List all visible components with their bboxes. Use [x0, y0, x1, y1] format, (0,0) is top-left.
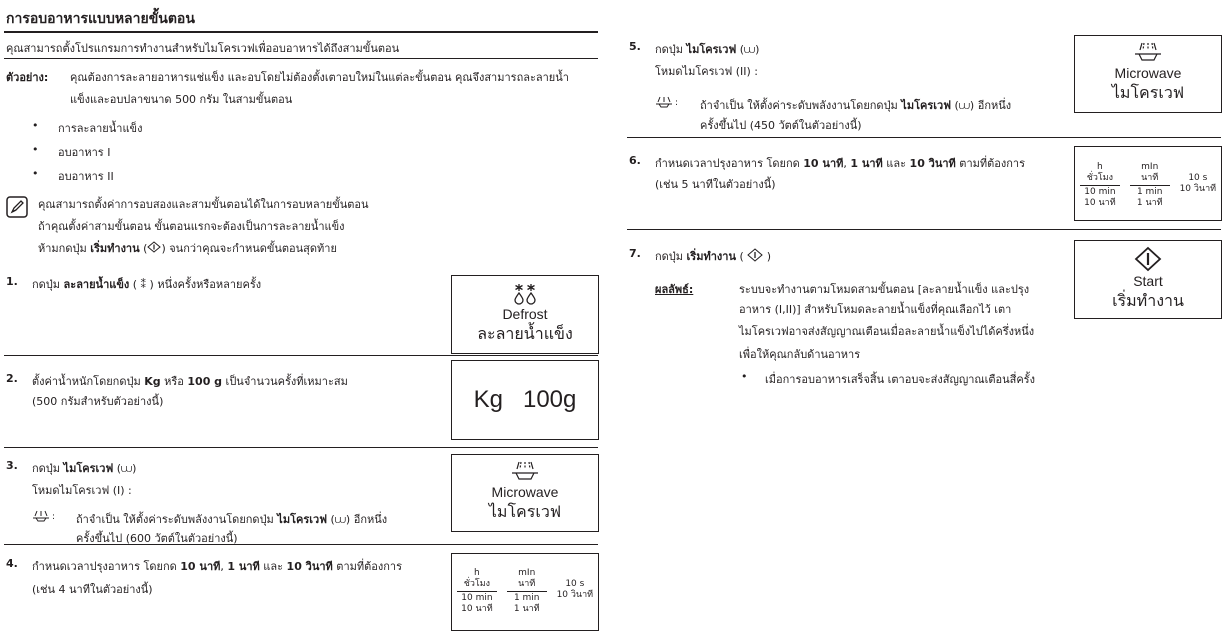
divider: [627, 229, 1221, 230]
timer-col-min: [507, 568, 547, 615]
ten-min-th-label: 10 นาที: [1084, 198, 1116, 208]
page-title: การอบอาหารแบบหลายขั้นตอน: [6, 11, 195, 27]
divider: [457, 591, 497, 592]
start-label-en: Start: [1133, 272, 1163, 289]
bullet-dot: •: [32, 143, 39, 156]
note-line-1: คุณสามารถตั้งค่าการอบสองและสามขั้นตอนได้ในการอบหลายขั้นตอน: [38, 198, 369, 211]
step-1-text: กดปุ่ม ละลายน้ำแข็ง ( ⁑ ) หนึ่งครั้งหรือหลายครั้ง: [32, 278, 262, 291]
result-label: ผลลัพธ์:: [655, 283, 694, 296]
microwave-label-th: ไมโครเวฟ: [1111, 85, 1185, 102]
start-small-icon: [747, 250, 763, 263]
divider: [4, 544, 598, 545]
microwave-icon: [510, 461, 540, 483]
one-min-th-label: 1 นาที: [513, 604, 540, 614]
result-line-4: เพื่อให้คุณกลับด้านอาหาร: [739, 348, 861, 361]
microwave-small-icon: ⩊: [744, 43, 756, 56]
step-3-number: 3.: [6, 459, 18, 472]
step-2-number: 2.: [6, 372, 18, 385]
step-3-tip-line-2: ครั้งขึ้นไป (600 วัตต์ในตัวอย่างนี้): [76, 532, 238, 545]
step-1-number: 1.: [6, 275, 18, 288]
step-5-number: 5.: [629, 40, 641, 53]
timer-col-hour: [457, 568, 497, 615]
timer-col-hour: [1080, 162, 1120, 209]
timer-col-sec: [1180, 173, 1217, 195]
example-line-2: แข็งและอบปลาขนาด 500 กรัม ในสามขั้นตอน: [70, 93, 293, 106]
ten-min-label: 10 min: [1084, 187, 1116, 197]
bullet-dot: •: [32, 167, 39, 180]
microwave-panel-2: [1074, 35, 1222, 113]
step-6-text: กำหนดเวลาปรุงอาหาร โดยกด 10 นาที, 1 นาที และ 10 วินาที ตามที่ต้องการ: [655, 157, 1025, 170]
timer-panel-1: [451, 553, 599, 631]
microwave-small-icon: ⩊: [958, 99, 970, 112]
result-line-2: อาหาร (I,II)] สำหรับโหมดละลายน้ำแข็งที่คุณเลือกไว้ เตา: [739, 303, 1012, 316]
microwave-tip-icon: [655, 96, 679, 111]
bullet-item: อบอาหาร I: [58, 146, 111, 159]
step-5-tip: ถ้าจำเป็น ให้ตั้งค่าระดับพลังงานโดยกดปุ่ม ไมโครเวฟ (⩊) อีกหนึ่ง: [700, 99, 1012, 112]
microwave-panel-1: [451, 454, 599, 532]
microwave-small-icon: ⩊: [121, 462, 133, 475]
h-label: h: [1097, 162, 1103, 172]
min-th-label: นาที: [1141, 173, 1159, 183]
result-line-3: ไมโครเวฟอาจส่งสัญญาณเตือนเมื่อละลายน้ำแข็งไปได้ครึ่งหนึ่ง: [739, 325, 1035, 338]
ten-s-th-label: 10 วินาที: [556, 590, 594, 600]
microwave-tip-icon: [32, 510, 56, 525]
step-2-note: (500 กรัมสำหรับตัวอย่างนี้): [32, 395, 164, 408]
title-rule: [4, 31, 598, 33]
intro-text: คุณสามารถตั้งโปรแกรมการทำงานสำหรับไมโครเวฟเพื่ออบอาหารได้ถึงสามขั้นตอน: [6, 42, 400, 55]
step-3-mode: โหมดไมโครเวฟ (I) :: [32, 484, 132, 497]
microwave-icon: [1133, 42, 1163, 64]
one-min-th-label: 1 นาที: [1136, 198, 1163, 208]
svg-text::: :: [52, 512, 56, 522]
step-4-number: 4.: [6, 557, 18, 570]
one-min-label: 1 min: [513, 593, 540, 603]
step-5-mode: โหมดไมโครเวฟ (II) :: [655, 65, 759, 78]
step-5-tip-line-2: ครั้งขึ้นไป (450 วัตต์ในตัวอย่างนี้): [700, 119, 862, 132]
svg-text::: :: [675, 98, 679, 108]
bullet-item: การละลายน้ำแข็ง: [58, 122, 143, 135]
note-icon: [6, 196, 28, 221]
defrost-icon: [511, 283, 539, 305]
start-small-icon: [147, 242, 161, 255]
min-label: mIn: [518, 568, 536, 578]
bullet-dot: •: [741, 370, 748, 383]
step-6-note: (เช่น 5 นาทีในตัวอย่างนี้): [655, 178, 776, 191]
defrost-small-icon: ⁑: [140, 278, 147, 291]
step-3-tip: ถ้าจำเป็น ให้ตั้งค่าระดับพลังงานโดยกดปุ่ม ไมโครเวฟ (⩊) อีกหนึ่ง: [76, 513, 388, 526]
microwave-label-en: Microwave: [1114, 65, 1182, 81]
start-panel: [1074, 240, 1222, 319]
divider: [507, 591, 547, 592]
timer-col-min: [1130, 162, 1170, 209]
ten-s-label: 10 s: [565, 579, 585, 589]
example-label: ตัวอย่าง:: [6, 71, 49, 84]
100g-label: 100g: [522, 386, 577, 413]
result-bullet: เมื่อการอบอาหารเสร็จสิ้น เตาอบจะส่งสัญญาณเตือนสี่ครั้ง: [765, 373, 1035, 386]
step-7-number: 7.: [629, 247, 641, 260]
step-2-text: ตั้งค่าน้ำหนักโดยกดปุ่ม Kg หรือ 100 g เป็นจำนวนครั้งที่เหมาะสม: [32, 375, 348, 388]
step-4-text: กำหนดเวลาปรุงอาหาร โดยกด 10 นาที, 1 นาที และ 10 วินาที ตามที่ต้องการ: [32, 560, 402, 573]
h-th-label: ชั่วโมง: [1086, 173, 1114, 183]
divider: [4, 58, 598, 59]
microwave-label-th: ไมโครเวฟ: [488, 504, 562, 521]
defrost-panel: [451, 275, 599, 354]
ten-min-label: 10 min: [461, 593, 493, 603]
step-4-note: (เช่น 4 นาทีในตัวอย่างนี้): [32, 583, 153, 596]
step-6-number: 6.: [629, 154, 641, 167]
divider: [1130, 185, 1170, 186]
divider: [4, 447, 598, 448]
divider: [627, 137, 1221, 138]
start-label-th: เริ่มทำงาน: [1112, 292, 1184, 310]
kg-label: Kg: [473, 386, 503, 413]
h-th-label: ชั่วโมง: [463, 579, 491, 589]
h-label: h: [474, 568, 480, 578]
step-3-text: กดปุ่ม ไมโครเวฟ (⩊): [32, 462, 137, 475]
result-line-1: ระบบจะทำงานตามโหมดสามขั้นตอน [ละลายน้ำแข็ง และปรุง: [739, 283, 1030, 296]
microwave-small-icon: ⩊: [334, 513, 346, 526]
bullet-item: อบอาหาร II: [58, 170, 114, 183]
start-icon: [1134, 246, 1162, 272]
ten-min-th-label: 10 นาที: [461, 604, 493, 614]
step-7-text: กดปุ่ม เริ่มทำงาน ( ): [655, 250, 772, 263]
weight-panel: [451, 360, 599, 440]
example-line-1: คุณต้องการละลายอาหารแช่แข็ง และอบโดยไม่ต้องตั้งเตาอบใหม่ในแต่ละขั้นตอน คุณจึงสามารถละลายน้ำ: [70, 71, 569, 84]
step-5-text: กดปุ่ม ไมโครเวฟ (⩊): [655, 43, 760, 56]
ten-s-th-label: 10 วินาที: [1179, 184, 1217, 194]
note-line-3: ห้ามกดปุ่ม เริ่มทำงาน ( ) จนกว่าคุณจะกำหนดขั้นตอนสุดท้าย: [38, 242, 337, 255]
ten-s-label: 10 s: [1188, 173, 1208, 183]
timer-panel-2: [1074, 146, 1222, 221]
divider: [1080, 185, 1120, 186]
defrost-label-th: ละลายน้ำแข็ง: [477, 325, 573, 343]
timer-col-sec: [557, 579, 594, 601]
divider: [4, 355, 598, 356]
defrost-label-en: Defrost: [502, 305, 548, 322]
one-min-label: 1 min: [1136, 187, 1163, 197]
note-line-2: ถ้าคุณตั้งค่าสามขั้นตอน ขั้นตอนแรกจะต้องเป็นการละลายน้ำแข็ง: [38, 220, 345, 233]
min-th-label: นาที: [518, 579, 536, 589]
bullet-dot: •: [32, 119, 39, 132]
microwave-label-en: Microwave: [491, 484, 559, 500]
min-label: mIn: [1141, 162, 1159, 172]
